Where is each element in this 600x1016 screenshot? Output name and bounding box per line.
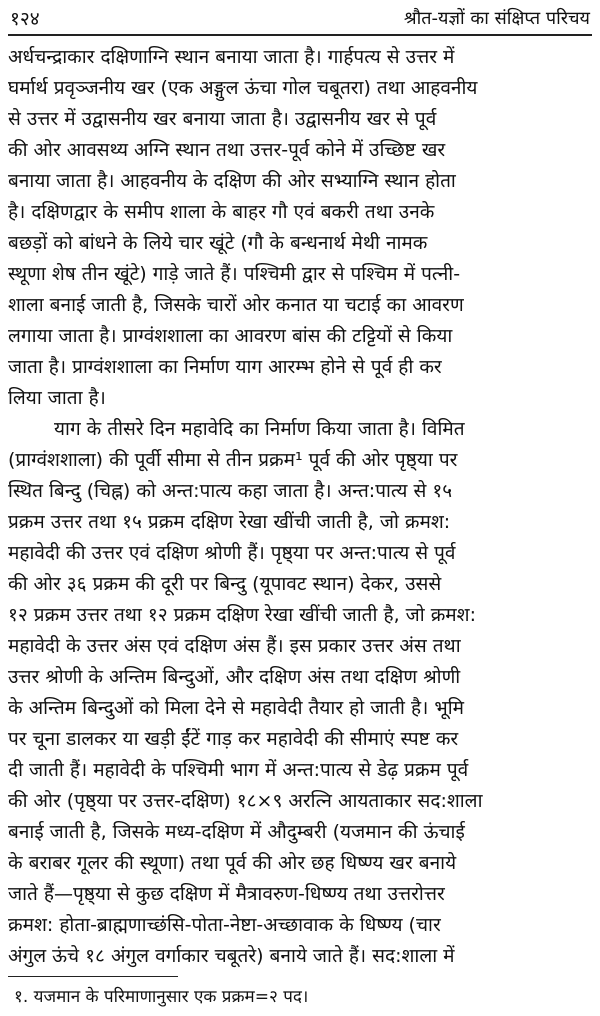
page-header [8,6,592,36]
text-line: बनाया जाता है। आहवनीय के दक्षिण की ओर सभ्याग्नि स्थान होता [8,170,456,192]
text-line: पर चूना डालकर या खड़ी ईंटें गाड़ कर महावेदी की सीमाएं स्पष्ट कर [8,728,459,750]
text-line: महावेदी के उत्तर अंस एवं दक्षिण अंस हैं। इस प्रकार उत्तर अंस तथा [8,635,461,657]
text-line: घर्मार्थ प्रवृञ्जनीय खर (एक अङ्गुल ऊंचा गोल चबूतरा) तथा आहवनीय [8,77,478,99]
running-title: श्रौत-यज्ञों का संक्षिप्त परिचय [403,8,590,29]
text-line: क्रमश: होता-ब्राह्मणाच्छंसि-पोता-नेष्टा-अच्छावाक के धिष्ण्य (चार [8,914,441,936]
text-line: जाते हैं—पृष्ठ्या से कुछ दक्षिण में मैत्रावरुण-धिष्ण्य तथा उत्तरोत्तर [8,883,445,905]
text-line: की ओर (पृष्ठ्या पर उत्तर-दक्षिण) १८×९ अरत्नि आयताकार सद:शाला [8,790,483,812]
text-line: बनाई जाती है, जिसके मध्य-दक्षिण में औदुम्बरी (यजमान की ऊंचाई [8,821,465,843]
text-line: अंगुल ऊंचे १८ अंगुल वर्गाकार चबूतरे) बनाये जाते हैं। सद:शाला में [8,945,455,967]
text-line: की ओर ३६ प्रक्रम की दूरी पर बिन्दु (यूपावट स्थान) देकर, उससे [8,573,442,595]
text-line: १२ प्रक्रम उत्तर तथा १२ प्रक्रम दक्षिण रेखा खींची जाती है, जो क्रमश: [8,604,476,626]
text-line: प्रक्रम उत्तर तथा १५ प्रक्रम दक्षिण रेखा खींची जाती है, जो क्रमश: [8,511,451,533]
footnote-divider [8,976,178,977]
text-line: के अन्तिम बिन्दुओं को मिला देने से महावेदी तैयार हो जाती है। भूमि [8,697,464,719]
text-line: उत्तर श्रोणी के अन्तिम बिन्दुओं, और दक्षिण अंस तथा दक्षिण श्रोणी [8,666,461,688]
text-line: की ओर आवसथ्य अग्नि स्थान तथा उत्तर-पूर्व कोने में उच्छिष्ट खर [8,139,446,161]
text-line: बछड़ों को बांधने के लिये चार खूंटे (गौ के बन्धनार्थ मेथी नामक [8,232,428,254]
text-line: लिया जाता है। [8,387,106,409]
text-line: से उत्तर में उद्वासनीय खर बनाया जाता है। उद्वासनीय खर से पूर्व [8,108,437,130]
text-line: (प्राग्वंशशाला) की पूर्वी सीमा से तीन प्रक्रम¹ पूर्व की ओर पृष्ठ्या पर [8,449,458,471]
text-line: स्थित बिन्दु (चिह्न) को अन्त:पात्य कहा जाता है। अन्त:पात्य से १५ [8,480,453,502]
text-line: अर्धचन्द्राकार दक्षिणाग्नि स्थान बनाया जाता है। गार्हपत्य से उत्तर में [8,46,455,68]
page-number: १२४ [10,8,40,30]
text-line: महावेदी की उत्तर एवं दक्षिण श्रोणी हैं। पृष्ठ्या पर अन्त:पात्य से पूर्व [8,542,456,564]
paragraph-start-line: याग के तीसरे दिन महावेदि का निर्माण किया जाता है। विमित [54,418,465,440]
text-line: स्थूणा शेष तीन खूंटे) गाड़े जाते हैं। पश्चिमी द्वार से पश्चिम में पत्नी- [8,263,461,285]
text-line: जाता है। प्राग्वंशशाला का निर्माण याग आरम्भ होने से पूर्व ही कर [8,356,442,378]
text-line: लगाया जाता है। प्राग्वंशशाला का आवरण बांस की टट्टियों से किया [8,325,453,347]
text-line: है। दक्षिणद्वार के समीप शाला के बाहर गौ एवं बकरी तथा उनके [8,201,435,223]
text-line: के बराबर गूलर की स्थूणा) तथा पूर्व की ओर छह धिष्ण्य खर बनाये [8,852,457,874]
text-line: शाला बनाई जाती है, जिसके चारों ओर कनात या चटाई का आवरण [8,294,464,316]
text-line: दी जाती हैं। महावेदी के पश्चिमी भाग में अन्त:पात्य से डेढ़ प्रक्रम पूर्व [8,759,469,781]
footnote: १. यजमान के परिमाणानुसार एक प्रक्रम=२ पद। [14,987,309,1007]
body-text [8,42,592,972]
